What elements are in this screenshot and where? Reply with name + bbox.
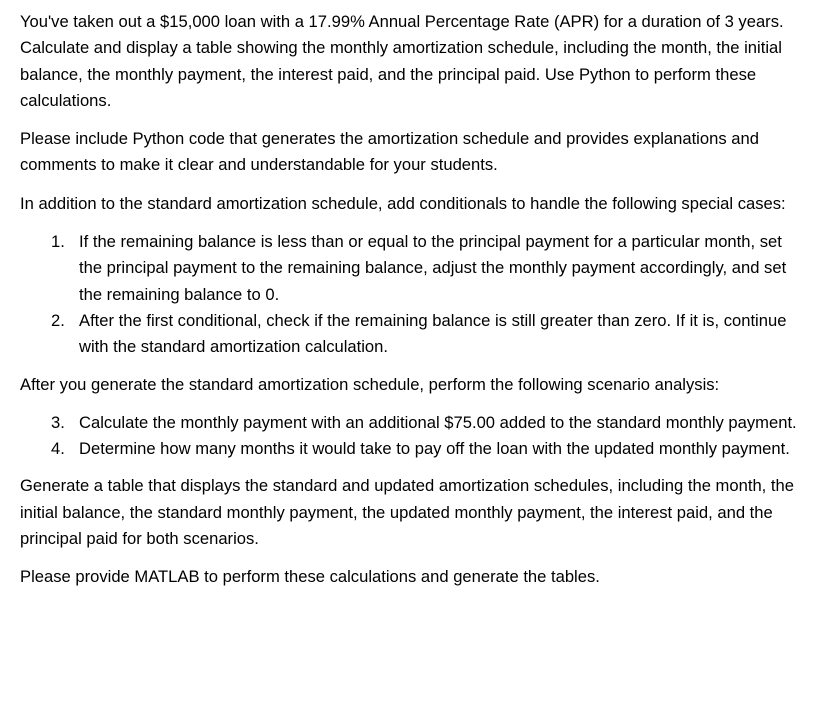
intro-paragraph: You've taken out a $15,000 loan with a 17.99% Annual Percentage Rate (APR) for a duration of 3 years. Calculate and display a table showing the monthly amortization schedule, including the month, the initial balance, the monthly payment, the interest paid, and the principal paid. Use Python to perform these calculations. xyxy=(20,12,784,110)
list-item xyxy=(20,436,803,462)
list-item-number: 1. xyxy=(51,232,65,252)
list-item-text: After the first conditional, check if the remaining balance is still greater than zero. If it is, continue with the standard amortization calculation. xyxy=(79,310,787,357)
conditionals-intro-paragraph: In addition to the standard amortization schedule, add conditionals to handle the following special cases: xyxy=(20,193,786,213)
scenario-intro-paragraph: After you generate the standard amortization schedule, perform the following scenario analysis: xyxy=(20,374,720,394)
list-item xyxy=(20,229,803,308)
list-item-text: Determine how many months it would take to pay off the loan with the updated monthly payment. xyxy=(79,439,790,459)
python-request-paragraph: Please include Python code that generates the amortization schedule and provides explanations and comments to make it clear and understandable for your students. xyxy=(20,129,759,175)
list-item xyxy=(20,308,803,361)
list-item-number: 3. xyxy=(51,412,65,432)
scenarios-list xyxy=(20,410,803,463)
table-request-paragraph: Generate a table that displays the standard and updated amortization schedules, including the month, the initial balance, the standard monthly payment, the updated monthly payment, the interest paid, and the principal paid for both scenarios. xyxy=(20,476,794,549)
list-item-text: If the remaining balance is less than or equal to the principal payment for a particular month, set the principal payment to the remaining balance, adjust the monthly payment accordingly, and set the remaining balance to 0. xyxy=(79,232,787,304)
list-item-text: Calculate the monthly payment with an additional $75.00 added to the standard monthly payment. xyxy=(79,412,797,432)
list-item-number: 4. xyxy=(51,439,65,459)
list-item-number: 2. xyxy=(51,310,65,330)
matlab-request-paragraph: Please provide MATLAB to perform these calculations and generate the tables. xyxy=(20,567,600,587)
list-item xyxy=(20,410,803,436)
conditionals-list xyxy=(20,229,803,360)
